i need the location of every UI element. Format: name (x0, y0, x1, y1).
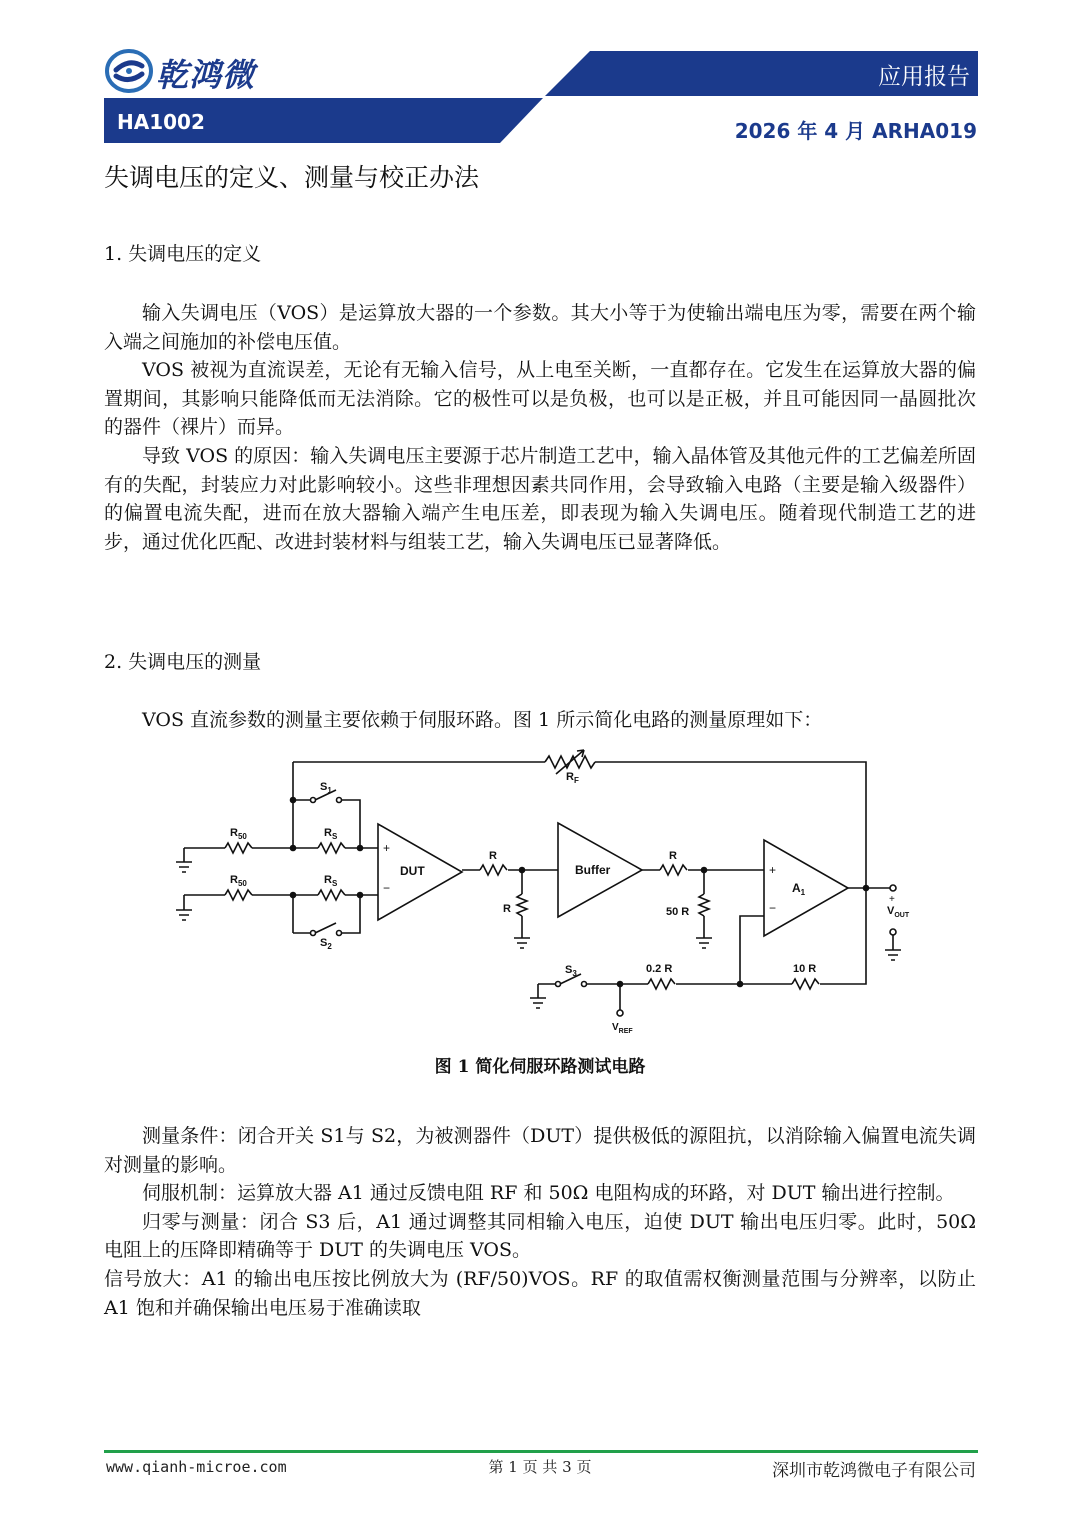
section-1-paragraph: 输入失调电压（VOS）是运算放大器的一个参数。其大小等于为使输出端电压为零，需要在两个输入端之间施加的补偿电压值。 (104, 302, 976, 353)
rf-label: $R_F$ (566, 771, 579, 785)
rs-top-resistor (318, 843, 345, 853)
section-1-paragraph: 导致 VOS 的原因：输入失调电压主要源于芯片制造工艺中，输入晶体管及其他元件的工艺偏差所固有的失配，封装应力对此影响较小。这些非理想因素共同作用，会导致输入电路（主要是输入级器件）的偏置电流失配，进而在放大器输入端产生电压差，即表现为输入失调电压。随着现代制造工艺的进步，通过优化匹配、改进封装材料与组装工艺，输入失调电压已显著降低。 (104, 444, 976, 553)
a1-opamp (764, 840, 848, 936)
a1-label: $A_1$ (792, 881, 806, 897)
date-and-doc-id: 2026 年 4 月 ARHA019 (734, 119, 977, 143)
s3-label: $S_3$ (565, 964, 577, 978)
r10-label: 10 R (793, 963, 817, 975)
section-2-intro-text: VOS 直流参数的测量主要依赖于伺服环路。图 1 所示简化电路的测量原理如下： (142, 709, 823, 731)
r50-top-resistor (225, 843, 252, 853)
section-1-body (104, 299, 976, 556)
r02-resistor (648, 979, 675, 989)
product-code: HA1002 (117, 110, 205, 134)
footer-page-number: 第 1 页 共 3 页 (488, 1458, 592, 1476)
r2-resistor (517, 894, 527, 916)
document-title: 失调电压的定义、测量与校正办法 (104, 163, 480, 192)
company-logo-text: 乾鸿微 (156, 56, 256, 94)
figure-caption: 图 1 简化伺服环路测试电路 (434, 1057, 646, 1077)
r02-label: 0.2 R (646, 963, 673, 975)
r2-label: R (503, 903, 511, 915)
dut-plus-label: + (383, 841, 391, 855)
section-1-heading: 1. 失调电压的定义 (104, 243, 262, 265)
a1-minus-label: − (769, 901, 777, 915)
section-2-paragraph: 信号放大：A1 的输出电压按比例放大为 (RF/50)VOS。RF 的取值需权衡测量范围与分辨率，以防止 A1 饱和并确保输出电压易于准确读取 (104, 1267, 976, 1319)
a1-plus-label: + (769, 863, 777, 877)
s2-label: $S_2$ (320, 937, 332, 951)
s1-wire (293, 800, 360, 848)
section-1-paragraph: VOS 被视为直流误差，无论有无输入信号，从上电至关断，一直都存在。它发生在运算放大器的偏置期间，其影响只能降低而无法消除。它的极性可以是负极，也可以是正极，并且可能因同一晶圆批次的器件（裸片）而异。 (104, 359, 976, 439)
r50ohm-resistor (699, 894, 709, 916)
rs-bottom-resistor (318, 890, 345, 900)
r50ohm-label: 50 R (666, 906, 690, 918)
r50-top-label: $R_{50}$ (230, 827, 247, 841)
section-2-paragraph: 伺服机制：运算放大器 A1 通过反馈电阻 RF 和 50Ω 电阻构成的环路，对 DUT 输出进行控制。 (142, 1182, 955, 1205)
r50-bottom-label: $R_{50}$ (230, 874, 247, 888)
section-2-paragraph: 测量条件：闭合开关 S1与 S2，为被测器件（DUT）提供极低的源阻抗，以消除输入偏置电流失调对测量的影响。 (104, 1125, 976, 1176)
s1-label: $S_1$ (320, 781, 332, 795)
vout-plus-label: + (889, 894, 895, 905)
vout-label: $V_{OUT}$ (887, 905, 910, 919)
company-logo-icon (104, 48, 154, 94)
r10-resistor (792, 979, 819, 989)
rs-bottom-label: $R_S$ (324, 874, 338, 888)
section-2-body (104, 1122, 976, 1322)
footer-website: www.qianh-microe.com (106, 1458, 287, 1476)
r1-resistor (480, 865, 507, 875)
dut-label: DUT (400, 864, 425, 878)
servo-loop-circuit-diagram (0, 740, 1080, 1050)
section-2-paragraph: 归零与测量：闭合 S3 后，A1 通过调整其同相输入电压，迫使 DUT 输出电压归零。此时，50Ω 电阻上的压降即精确等于 DUT 的失调电压 VOS。 (104, 1210, 976, 1262)
dut-minus-label: − (383, 881, 391, 895)
s2-switch (315, 923, 336, 933)
vref-label: $V_{REF}$ (612, 1022, 633, 1035)
r3-label: R (669, 850, 677, 862)
report-type-label: 应用报告 (878, 64, 970, 90)
buffer-label: Buffer (575, 863, 611, 877)
section-2-heading: 2. 失调电压的测量 (104, 651, 262, 673)
footer-company: 深圳市乾鸿微电子有限公司 (772, 1461, 976, 1481)
r50-bottom-resistor (225, 890, 252, 900)
r1-label: R (489, 850, 497, 862)
rs-top-label: $R_S$ (324, 827, 338, 841)
footer-divider (104, 1450, 978, 1453)
r3-resistor (660, 865, 687, 875)
section-2-intro (104, 706, 976, 735)
